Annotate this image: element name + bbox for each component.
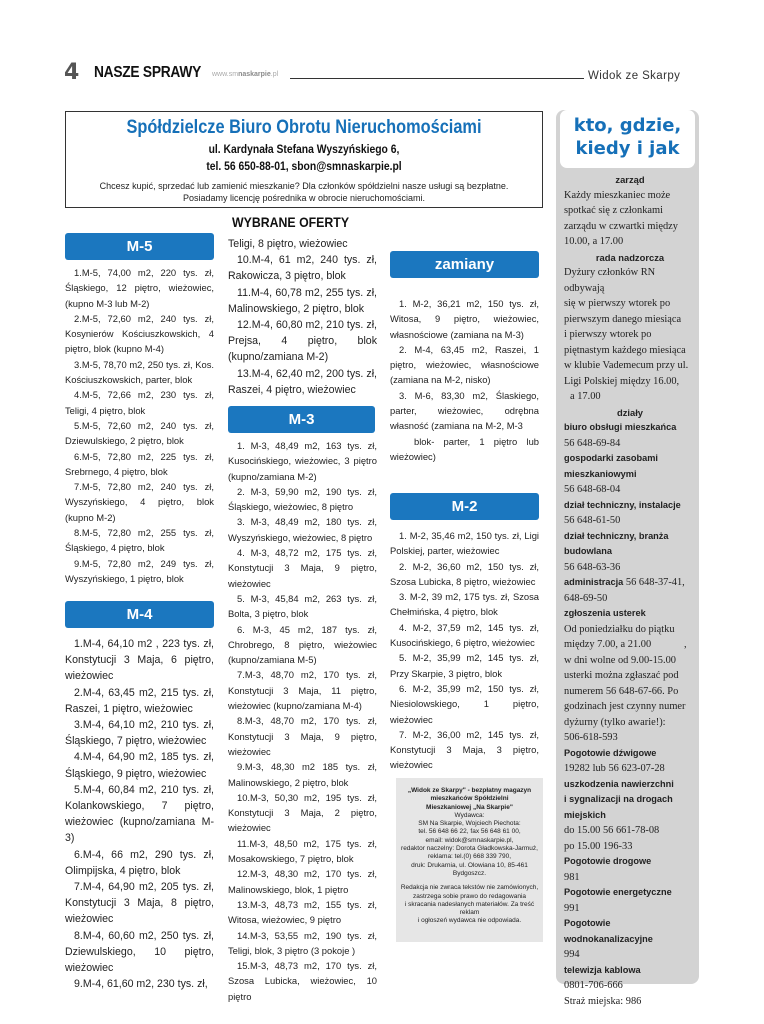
dept-phone: 56 648-61-50 <box>564 515 621 526</box>
dept-phone: 0801-706-666 <box>564 980 623 991</box>
imprint-line: reklam <box>459 909 480 917</box>
list-item: 9.M-5, 72,80 m2, 249 tys. zł, Wyszyńskiego, 1 piętro, blok <box>65 557 214 584</box>
list-item: 5. M-3, 45,84 m2, 263 tys. zł, Bolta, 3 piętro, blok <box>228 592 377 620</box>
sidebar-line: w dni wolne od 9.00-15.00 <box>564 654 676 666</box>
m4-list-continued <box>228 236 377 398</box>
site-url[interactable] <box>212 71 278 78</box>
m3-list <box>228 438 377 1004</box>
straz-miejska: Straż miejska: 986 <box>564 995 642 1007</box>
m2-label: M-2 <box>390 493 539 520</box>
sidebar-title-2: kiedy i jak <box>575 138 680 159</box>
list-item: 2.M-4, 63,45 m2, 215 tys. zł, Raszei, 1 piętro, wieżowiec <box>65 686 214 715</box>
dept-label: telewizja kablowa <box>564 964 641 975</box>
sidebar-line: piętnastym każdego miesiąca <box>564 344 686 356</box>
sidebar-line: pierwszym danego miesiąca <box>564 313 682 325</box>
office-title: Spółdzielcze Biuro Obrotu Nieruchomościami <box>126 117 482 138</box>
list-item: Teligi, 8 piętro, wieżowiec <box>228 238 348 250</box>
list-item: 3.M-5, 78,70 m2, 250 tys. zł, Kos. Kościuszkowskich, parter, blok <box>65 358 214 386</box>
list-item: 13.M-3, 48,73 m2, 155 tys. zł, Witosa, wieżowiec, 9 piętro <box>228 898 377 926</box>
section-title: NASZE SPRAWY <box>94 64 202 81</box>
dept-label: Pogotowie wodnokanalizacyjne <box>564 918 653 944</box>
list-item: 4.M-5, 72,66 m2, 230 tys. zł, Teligi, 4 piętro, blok <box>65 389 214 416</box>
list-item: blok- parter, 1 piętro lub wieżowiec) <box>390 435 539 462</box>
list-item: 12.M-3, 48,30 m2, 170 tys. zł, Malinowskiego, blok, 1 piętro <box>228 868 377 895</box>
dept-phone: 506-618-593 <box>564 732 618 743</box>
dept-label: dział techniczny, instalacje <box>564 499 681 510</box>
imprint-line: druk: Drukarnia, ul. Olowiana 10, 85-461 <box>411 861 528 869</box>
stray-comma: , <box>684 639 687 650</box>
list-item: 7.M-3, 48,70 m2, 170 tys. zł, Konstytucji 3 Maja, 11 piętro, wieżowiec (kupno/zamiana M-4) <box>228 669 377 712</box>
dept-label: dział techniczny, branża <box>564 530 669 541</box>
list-item: 5.M-4, 60,84 m2, 210 tys. zł, Kolankowskiego, 7 piętro, wieżowiec (kupno/zamiana M-3) <box>65 783 214 845</box>
dept-label: i sygnalizacji na drogach <box>564 794 673 804</box>
imprint-line: i skracania nadesłanych materiałów. Za treść <box>404 900 535 908</box>
office-address: ul. Kardynała Stefana Wyszyńskiego 6, <box>208 144 400 156</box>
sidebar-title-1: kto, gdzie, <box>573 115 682 136</box>
sidebar-line: numerem 56 648-67-66. Po <box>564 685 679 697</box>
list-item: 11.M-4, 60,78 m2, 255 tys. zł, Malinowskiego, 2 piętro, blok <box>228 286 377 315</box>
sidebar-content <box>564 172 696 1009</box>
list-item: 13.M-4, 62,40 m2, 200 tys. zł, Raszei, 4 piętro, wieżowiec <box>228 367 377 396</box>
imprint-box <box>396 778 543 942</box>
list-item: 2.M-5, 72,60 m2, 240 tys. zł, Kosynierów Kościuszkowskich, 4 piętro, blok (kupno M-4) <box>65 312 214 355</box>
list-item: 11.M-3, 48,50 m2, 175 tys. zł, Mosakowskiego, 7 piętro, blok <box>228 837 377 865</box>
sidebar-line-text: między 7.00, a 21.00 <box>564 639 652 650</box>
dept-label: Pogotowie dźwigowe <box>564 747 657 758</box>
imprint-line: Mieszkaniowej „Na Skarpie" <box>426 803 513 811</box>
dept-phone: 56 648-63-36 <box>564 561 621 573</box>
sidebar-line <box>564 637 696 653</box>
dept-phone: 56 648-37-41, <box>625 577 685 588</box>
list-item: 6. M-2, 35,99 m2, 150 tys. zł, Niesiolowskiego, 1 piętro, wieżowiec <box>390 682 539 725</box>
list-item: 2. M-3, 59,90 m2, 190 tys. zł, Śląskiego, wieżowiec, 8 piętro <box>228 485 377 513</box>
m4-label: M-4 <box>65 601 214 628</box>
dept-label: biuro obsługi mieszkańca <box>564 422 677 432</box>
m5-list <box>65 265 214 586</box>
sidebar-line: się w pierwszy wtorek po <box>564 298 671 309</box>
office-intro-2: Posiadamy licencję pośrednika w obrocie nieruchomościami. <box>182 193 426 203</box>
dept-label: miejskich <box>564 809 606 820</box>
list-item: 7.M-5, 72,80 m2, 240 tys. zł, Wyszyńskiego, 4 piętro, blok (kupno M-2) <box>65 481 214 523</box>
header-rule <box>290 78 584 79</box>
office-intro-1: Chcesz kupić, sprzedać lub zamienić mieszkanie? Dla członków spółdzielni nasze usługi są bezpłatne. <box>99 181 509 191</box>
dept-label: uszkodzenia nawierzchni <box>564 778 674 789</box>
list-item: 12.M-4, 60,80 m2, 210 tys. zł, Prejsa, 4 piętro, blok (kupno/zamiana M-2) <box>228 319 377 364</box>
list-item: 5.M-5, 72,60 m2, 240 tys. zł, Dziewulskiego, 2 piętro, blok <box>65 419 214 447</box>
list-item: 6.M-5, 72,80 m2, 225 tys. zł, Srebrnego, 4 piętro, blok <box>65 450 214 477</box>
dept-label: Pogotowie energetyczne <box>564 887 672 897</box>
imprint-line: zastrzega sobie prawo do redagowania <box>412 892 527 900</box>
list-item: 2. M-4, 63,45 m2, Raszei, 1 piętro, wieżowiec, własnościowe (zamiana na M-2, nisko) <box>390 343 539 386</box>
m2-list <box>390 528 539 773</box>
office-box <box>65 111 543 208</box>
list-item: 3. M-6, 83,30 m2, Ślaskiego, parter, wieżowiec, odrębna własność (zamiana na M-2, M-3 <box>390 389 539 432</box>
list-item: 1. M-2, 35,46 m2, 150 tys. zł, Ligi Polskiej, parter, wieżowiec <box>390 530 539 557</box>
list-item: 14.M-3, 53,55 m2, 190 tys. zł, Teligi, blok, 3 piętro (3 pokoje ) <box>228 929 377 956</box>
dept-phone: 56 648-69-84 <box>564 437 621 449</box>
rada-heading: rada nadzorcza <box>595 251 665 263</box>
list-item: 6. M-3, 45 m2, 187 tys. zł, Chrobrego, 8 piętro, wieżowiec (kupno/zamiana M-5) <box>228 623 377 666</box>
dzialy-heading: działy <box>616 406 644 418</box>
dept-label: administracja <box>564 577 624 587</box>
sidebar-line: dyżurny (tylko awarie!): <box>564 716 666 728</box>
zamiany-list <box>390 296 539 464</box>
list-item: 5. M-2, 35,99 m2, 145 tys. zł, Przy Skarpie, 3 piętro, blok <box>390 652 539 679</box>
page-number: 4 <box>64 60 80 85</box>
sidebar-line: 10.00, a 17.00 <box>564 236 624 247</box>
url-bold: naskarpie <box>238 71 271 78</box>
dept-phone: 994 <box>564 949 580 960</box>
sidebar-line: i pierwszy wtorek po <box>564 329 652 340</box>
sidebar-line: usterki można zgłaszać pod <box>564 670 679 681</box>
imprint-line: „Widok ze Skarpy" - bezpłatny magazyn <box>407 787 532 794</box>
list-item: 15.M-3, 48,73 m2, 170 tys. zł, Szosa Lubicka, wieżowiec, 10 piętro <box>228 960 377 1002</box>
dept-phone: 648-69-50 <box>564 592 608 604</box>
list-item: 1. M-3, 48,49 m2, 163 tys. zł, Kusocińskiego, wieżowiec, 3 piętro (kupno/zamiana M-2) <box>228 440 377 482</box>
list-item: 9.M-4, 61,60 m2, 230 tys. zł, <box>74 978 208 991</box>
sidebar-line: spotkać się z członkami <box>564 205 663 216</box>
m4-list <box>65 636 214 992</box>
imprint-line: Redakcja nie zwraca tekstów nie zamówionych, <box>400 884 539 892</box>
imprint-line: Wydawca: <box>454 811 485 819</box>
list-item: 1.M-5, 74,00 m2, 220 tys. zł, Śląskiego, 12 piętro, wieżowiec, (kupno M-3 lub M-2) <box>65 267 214 309</box>
sidebar-line: w klubie Vademecum przy ul. <box>564 360 689 371</box>
dept-label: zgłoszenia usterek <box>564 608 646 618</box>
sidebar-line: a 17.00 <box>570 391 601 402</box>
m3-label: M-3 <box>228 406 375 433</box>
dept-phone: 991 <box>564 902 580 914</box>
imprint-line: redaktor naczelny: Dorota Gładkowska-Jarmuż, <box>401 845 538 853</box>
list-item: 8.M-5, 72,80 m2, 255 tys. zł, Śląskiego, 4 piętro, blok <box>65 527 214 554</box>
office-contact: tel. 56 650-88-01, sbon@smnaskarpie.pl <box>206 161 402 173</box>
list-item: 3. M-2, 39 m2, 175 tys. zł, Szosa Chełmińska, 4 piętro, blok <box>390 591 539 618</box>
list-item: 7. M-2, 36,00 m2, 145 tys. zł, Konstytucji 3 Maja, 3 piętro, wieżowiec <box>390 728 539 771</box>
dept-phone: 981 <box>564 871 580 883</box>
sidebar-line: Od poniedziałku do piątku <box>564 623 675 635</box>
list-item: 8.M-3, 48,70 m2, 170 tys. zł, Konstytucji 3 Maja, 9 piętro, wieżowiec <box>228 715 377 757</box>
url-suffix: .pl <box>270 71 279 78</box>
sidebar-line: Ligi Polskiej między 16.00, <box>564 375 680 387</box>
list-item: 3.M-4, 64,10 m2, 210 tys. zł, Śląskiego, 7 piętro, wieżowiec <box>65 719 214 748</box>
magazine-name: Widok ze Skarpy <box>588 70 681 82</box>
list-item: 8.M-4, 60,60 m2, 250 tys. zł, Dziewulskiego, 10 piętro, wieżowiec <box>65 929 214 975</box>
list-item: 7.M-4, 64,90 m2, 205 tys. zł, Konstytucji 3 Maja, 8 piętro, wieżowiec <box>65 881 214 926</box>
dept-label: gospodarki zasobami <box>564 453 658 463</box>
imprint-line: mieszkańców Spółdzielni <box>430 795 509 803</box>
imprint-email[interactable]: email: widok@smnaskarpie.pl, <box>425 836 514 844</box>
list-item: 2. M-2, 36,60 m2, 150 tys. zł, Szosa Lubicka, 8 piętro, wieżowiec <box>390 560 539 587</box>
imprint-line: SM Na Skarpie, Wojciech Piechota: <box>418 820 521 828</box>
list-item: 6.M-4, 66 m2, 290 tys. zł, Olimpijska, 4 piętro, blok <box>65 848 214 877</box>
list-item: 4.M-4, 64,90 m2, 185 tys. zł, Śląskiego, 9 piętro, wieżowiec <box>65 751 214 780</box>
imprint-line: Bydgoszcz. <box>452 869 487 877</box>
dept-label: Pogotowie drogowe <box>564 856 652 866</box>
zamiany-label: zamiany <box>390 251 539 278</box>
zarzad-heading: zarząd <box>615 174 645 185</box>
sidebar-line: Każdy mieszkaniec może <box>564 189 671 201</box>
dept-phone: do 15.00 56 661-78-08 <box>564 825 660 836</box>
dept-phone: 19282 lub 56 623-07-28 <box>564 763 665 774</box>
dept-label: budowlana <box>564 546 612 556</box>
dept-admin <box>564 575 696 591</box>
list-item: 10.M-4, 61 m2, 240 tys. zł, Rakowicza, 3 piętro, blok <box>228 254 377 283</box>
list-item: 1. M-2, 36,21 m2, 150 tys. zł, Witosa, 9 piętro, wieżowiec, własnościowe (zamiana na M-3) <box>390 298 539 340</box>
dept-phone: 56 648-68-04 <box>564 484 621 495</box>
m5-label: M-5 <box>65 233 214 260</box>
imprint-line: i ogłoszeń wydawca nie odpowiada. <box>417 917 522 925</box>
dept-phone: po 15.00 196-33 <box>564 840 633 852</box>
sidebar-line: Dyżury członków RN odbywają <box>564 267 656 294</box>
list-item: 4. M-2, 37,59 m2, 145 tys. zł, Kusocińskiego, 6 piętro, wieżowiec <box>390 621 539 649</box>
list-item: 10.M-3, 50,30 m2, 195 tys. zł, Konstytucji 3 Maja, 2 piętro, wieżowiec <box>228 791 377 834</box>
list-item: 4. M-3, 48,72 m2, 175 tys. zł, Konstytucji 3 Maja, 9 piętro, wieżowiec <box>228 547 377 589</box>
sidebar-line: godzinach jest czynny numer <box>564 701 686 712</box>
list-item: 9.M-3, 48,30 m2 185 tys. zł, Malinowskiego, 2 piętro, blok <box>228 761 377 788</box>
sidebar-line: zarządu w czwartki między <box>564 220 678 232</box>
list-item: 3. M-3, 48,49 m2, 180 tys. zł, Wyszyńskiego, wieżowiec, 8 piętro <box>228 516 377 543</box>
imprint-line: reklama: tel.(0) 668 339 790, <box>427 853 512 861</box>
url-prefix: www.sm <box>212 71 239 78</box>
offers-heading: WYBRANE OFERTY <box>232 214 350 230</box>
imprint-line: tel. 56 648 66 22, fax 56 648 61 00, <box>418 828 521 836</box>
list-item: 1.M-4, 64,10 m2 , 223 tys. zł, Konstytucji 3 Maja, 6 piętro, wieżowiec <box>65 638 214 683</box>
dept-label: mieszkaniowymi <box>564 468 637 479</box>
